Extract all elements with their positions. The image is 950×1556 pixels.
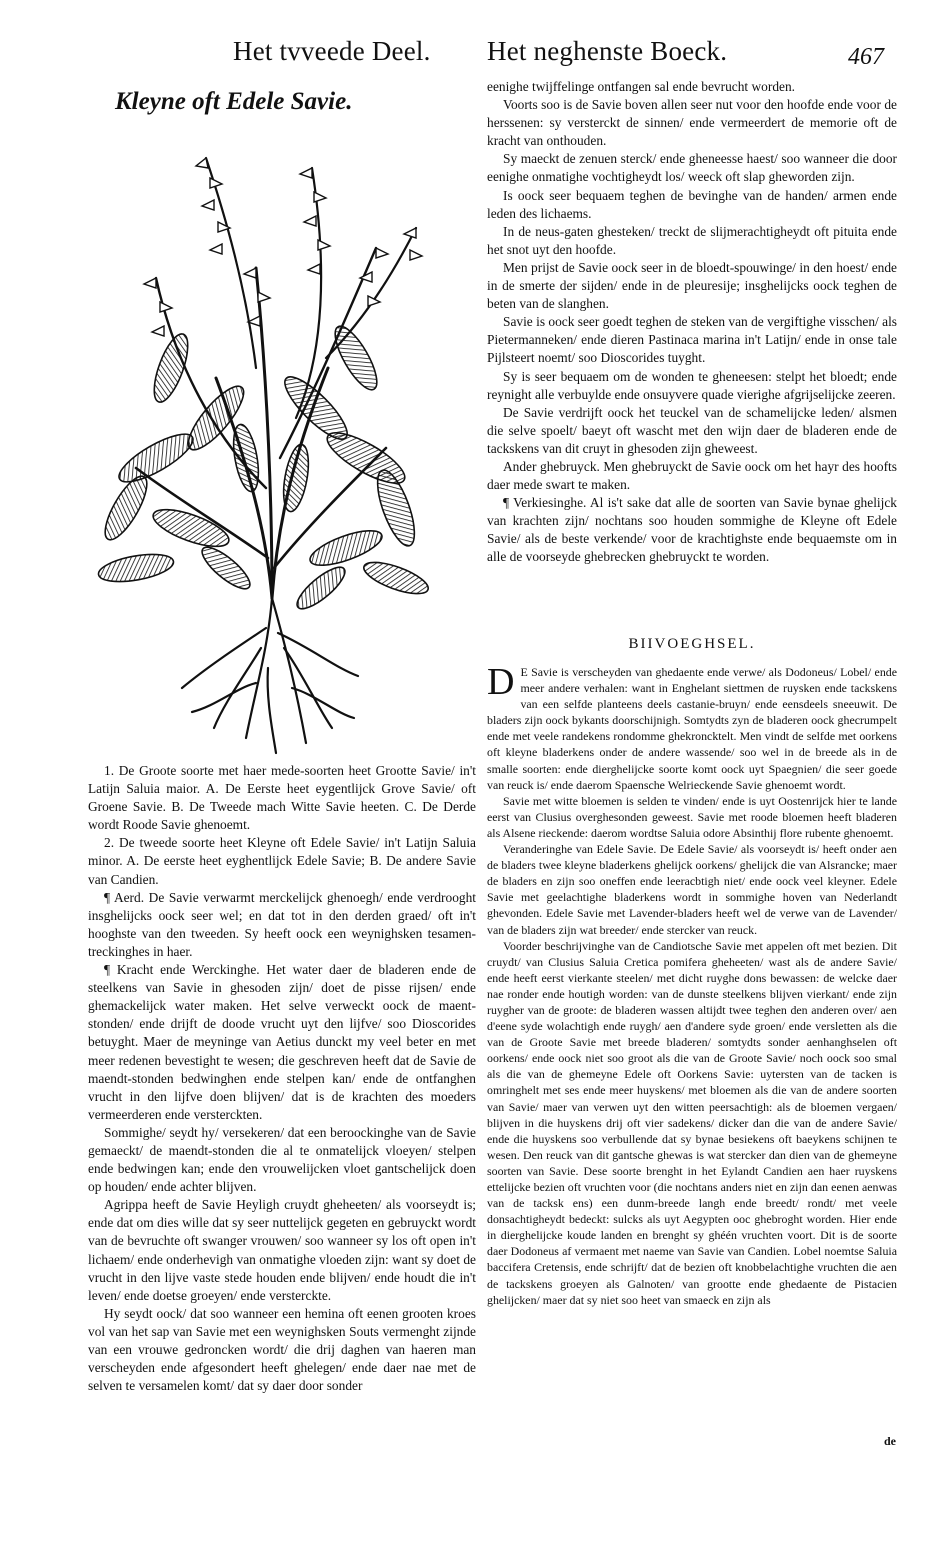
- paragraph-soorten-groote: 1. De Groote soorte met haer mede-soorten heet Grootte Savie/ in't Latijn Saluia maior. A. De Eerste heet eygentlijck Grove Savie/ oft Groene Savie. B. De Tweede mach Witte Savie heeten. C. De Derde wordt Roode Savie ghenoemt.: [88, 763, 476, 833]
- catchword: de: [884, 1434, 896, 1448]
- paragraph-continuation: eenighe twijffelinge ontfangen sal ende bevrucht worden.: [487, 79, 795, 94]
- paragraph-bloedt-spouwinge: Men prijst de Savie oock seer in de bloedt-spouwinge/ in den hoest/ ende in de smerte der sijden/ ende in de pleuresije; insghelijcks oock teghen de beten van de slanghen.: [487, 259, 897, 312]
- paragraph-sommighe: Sommighe/ seydt hy/ versekeren/ dat een beroockinghe van de Savie gemaeckt/ de maendt-stonden die al te onmatelijck vloeyen/ stelpen ende bedwingen kan; ende den vrouwelijcken vloet gantschelijck doen op houden/ ende achter blijven.: [88, 1124, 476, 1195]
- right-text-column-top: [487, 78, 897, 567]
- paragraph-teuckel: De Savie verdrijft oock het teuckel van de schamelijcke leden/ alsmen die selve spoelt/ baeyt oft wascht met den wijn daer de bladeren ende de tackskens van dit cruyt in ghesoden zijn gheweest.: [487, 404, 897, 456]
- paragraph-hemina: Hy seydt oock/ dat soo wanneer een hemina oft eenen grooten kroes vol van het sap van Savie met een weynighsken Souts vermenght zijnde van een vrouwe gedroncken wordt/ die drij daghen van haeren man verscheyden ende afgesondert heeft ghelegen/ ende daer nae met de selven te versamelen komt/ dat sy daer door sonder: [88, 1305, 476, 1394]
- paragraph-steken: Savie is oock seer goedt teghen de steken van de vergiftighe visschen/ als Pietermanneken/ ende dieren Pastinaca marina in't Latijn/ ende in onse tale Pijlsteert noemt/ soo Dioscorides tuyght.: [487, 314, 897, 366]
- page-number: 467: [848, 44, 884, 70]
- paragraph-hoofde: Voorts soo is de Savie boven allen seer nut voor den hoofde ende voor de herssenen: sy versterckt de sinnen/ ende vermeerdert de memorie oft de kracht van onthouden.: [487, 97, 897, 149]
- bijvoeghsel-heading: BIIVOEGHSEL.: [628, 636, 756, 652]
- paragraph-witte-bloemen: Savie met witte bloemen is selden te vinden/ ende is uyt Oostenrijck hier te lande eerst van Clusius overghesonden geweest. Savie met roode bloemen heeft bladeren als Alsene rieckende: daerom wordtse Saluia odore Absinthij flore rubente ghenoemt.: [487, 793, 897, 840]
- paragraph-ghedaente: [487, 661, 897, 793]
- left-text-column: [88, 762, 476, 1395]
- paragraph-soorten-kleyne: 2. De tweede soorte heet Kleyne oft Edele Savie/ in't Latijn Saluia minor. A. De eerste heet eyghentlijck Edele Savie; B. De andere Savie van Candien.: [88, 835, 476, 887]
- paragraph-wonden: Sy is seer bequaem om de wonden te gheneesen: stelpt het bloedt; ende reynight alle verbuylde ende onsuyvere quade vierighe afgrijselijcke zeeren.: [487, 368, 897, 402]
- paragraph-agrippa: Agrippa heeft de Savie Heyligh cruydt gheheeten/ als voorseydt is; ende dat om dies wille dat sy seer nuttelijck gegeten en gebruyckt wordt van de bevruchte oft swanger vrouwen/ soo wanneer sy los oft open in't lichaem/ ende onderhevigh van onmatighe vloeden zijn: want sy doet de vrucht in den lijve vaste stede houden ende blijven/ ende houdt die in't leven/ ende doetse groeyen/ ende versterckte.: [88, 1197, 476, 1303]
- paragraph-aerd: ¶ Aerd. De Savie verwarmt merckelijck ghenoegh/ ende verdrooght insghelijcks oock seer wel; en dat tot in den derden graed/ oft in't hooghste van den tweeden. Sy heeft oock een weynighsken tesamen-treckinghes in haer.: [88, 889, 476, 959]
- paragraph-candiotsche: Voorder beschrijvinghe van de Candiotsche Savie met appelen oft met bezien. Dit cruydt/ van Clusius Saluia Cretica pomifera gheheeten/ wast als de andere Savie/ ende heeft eerst vierkante steelen/ met dicht ruyghe dons bewassen: de welcke daer nae ronder ende houtigh worden: van de dunste steelkens blijven vierkant/ ende zijn ruygher van de groote: de bladeren wassen altijdt twee teghen den anderen over/ aen d'eene syde wolachtigh ende ruygh/ aen d'andere syde groen/ ende versletten als die van de Groote Savie met breede bladeren/ somtydts sonder aenhanghselen oft oorkens/ ende oock niet soo groot als die van de Groote Savie/ noch oock soo smal als die van de ghemeyne Edele oft Oorkens Savie: uytersten van de tacken is omringhelt met ses ende meer huyskens/ met bloemen als die van de andere soorten van Savie/ maer van verwen uyt den witten peersachtigh: als de bloemen vergaen/ blijven in die huyskens drij oft vier sadekens/ dicker dan die van de andere Savie/ ende die huyskens soo verbullende dat sy bynae besiekens oft baeykens schijnen te wesen. Den reuck van dit gantsche ghewas is wat stercker dan dien van de ghemeyne soorten van Savie. Dese soorte brenght in het Eylandt Candien aen haer ruyskens ettelijcke bezien oft vruchten voor (die nochtans anders niet en zijn dan eenen aenwas van de tacksk ens) een dunm-breede langh ende breedt/ rondt/ met veele donsachtigheydt bedeckt: sulcks als uyt Aegypten ooc ghebroght worden. Hier ende in dierghelijcke koude landen en brenght sy ghéén vruchten voort. Dit is de soorte daer Dodoneus af vermaent met naeme van Savie van Candien. Lobel noemtse Saluia baccifera Cretensis, ende schrijft/ dat de bezien oft knobbelachtighe vruchten die aen de tackskens groeyen als Galnoten/ van grootte ende ghedaente de Pistacien ghelijcken/ maer dat sy niet soo heet van smaeck en zijn als: [487, 938, 897, 1307]
- paragraph-ghedaente-text: E Savie is verscheyden van ghedaente ende verwe/ als Dodoneus/ Lobel/ ende meer andere verhalen: want in Enghelant siettmen de ruysken ende tackskens van een selfde planteens deels castanie-bruyn/ ende eensdeels sneeuwit. De bladers zijn oock bykants doorschijnigh. Somtydts zyn de bladeren oock ghecrumpelt ende met veele randekens rondomme ghekroncktelt. Men vindt de selfde met oorkens oft kleyne bladerkens onder de andere wassende/ soo wel in de breede als in de smalle soorten: ende dierghelijcke soorte komt oock uyt Spaegnien/ die seer goede van reuck is/ ende daerom Spaensche Welrieckende Savie ghenoemt wordt.: [487, 665, 897, 792]
- bijvoeghsel-text: [487, 661, 897, 1308]
- drop-cap: D: [487, 661, 515, 703]
- paragraph-neus-gaten: In de neus-gaten ghesteken/ treckt de slijmerachtigheydt oft pituita ende het snot uyt den hoofde.: [487, 223, 897, 257]
- paragraph-kracht: ¶ Kracht ende Werckinghe. Het water daer de bladeren ende de steelkens van Savie in ghesoden zijn/ doet de pisse rijsen/ ende ghemackelijck water maken. Het selve verweckt oock de maent-stonden/ ende drijft de doode vrucht uyt den lijfve/ soo Dioscorides betuyght. Maer de meyninge van Aetius dunckt my veel beter en met meer redenen bevestight te wesen; die geschreven heeft dat de Savie de maendt-stonden bedwinghen ende stelpen kan/ ende de ontfanghen vrucht in den lijfve doen blijven/ dat is de krachten des moeders vermeerderen ende versterckten.: [88, 962, 476, 1122]
- paragraph-veranderinghe: Veranderinghe van Edele Savie. De Edele Savie/ als voorseydt is/ heeft onder aen de bladers twee kleyne bladerkens ghelijck oorkens/ ghelijck die van Alsrancke; maer de bladers en zijn soo oneffen ende leeracbtigh niet/ ende oock veel kleyner. Edele Savie met geelachtighe bladerkens wordt in sommighe hoven van Nederlandt ghevonden. Edele Savie met Lavender-bladers heeft wel de verwe van de Lavender/ van de bladers zijn wat breeder/ ende stercker van reuck.: [487, 842, 897, 937]
- paragraph-ander-ghebruyck: Ander ghebruyck. Men ghebruyckt de Savie oock om het hayr des hoofts daer mede swart te maken.: [487, 458, 897, 493]
- paragraph-verkiesinghe: ¶ Verkiesinghe. Al is't sake dat alle de soorten van Savie bynae ghelijck van krachten zijn/ nochtans soo houden sommighe de Kleyne oft Edele Savie/ als de beste verkende/ voor de krachtighste ende bequaemste om in alle de voorseyde ghebrecken ghebruyckt te worden.: [487, 495, 897, 565]
- figure-title: Kleyne oft Edele Savie.: [115, 88, 353, 115]
- running-head-book: Het neghenste Boeck.: [487, 36, 728, 66]
- running-head-part: Het tvveede Deel.: [233, 36, 431, 66]
- paragraph-zenuen: Sy maeckt de zenuen sterck/ ende gheneesse haest/ soo wanneer die door eenighe onmatighe vochtigheydt los/ weeck oft slap gheworden zijn.: [487, 151, 897, 185]
- paragraph-bevinghe: Is oock seer bequaem teghen de bevinghe van de handen/ armen ende leden des lichaems.: [487, 187, 897, 221]
- sage-plant-woodcut: [96, 128, 432, 758]
